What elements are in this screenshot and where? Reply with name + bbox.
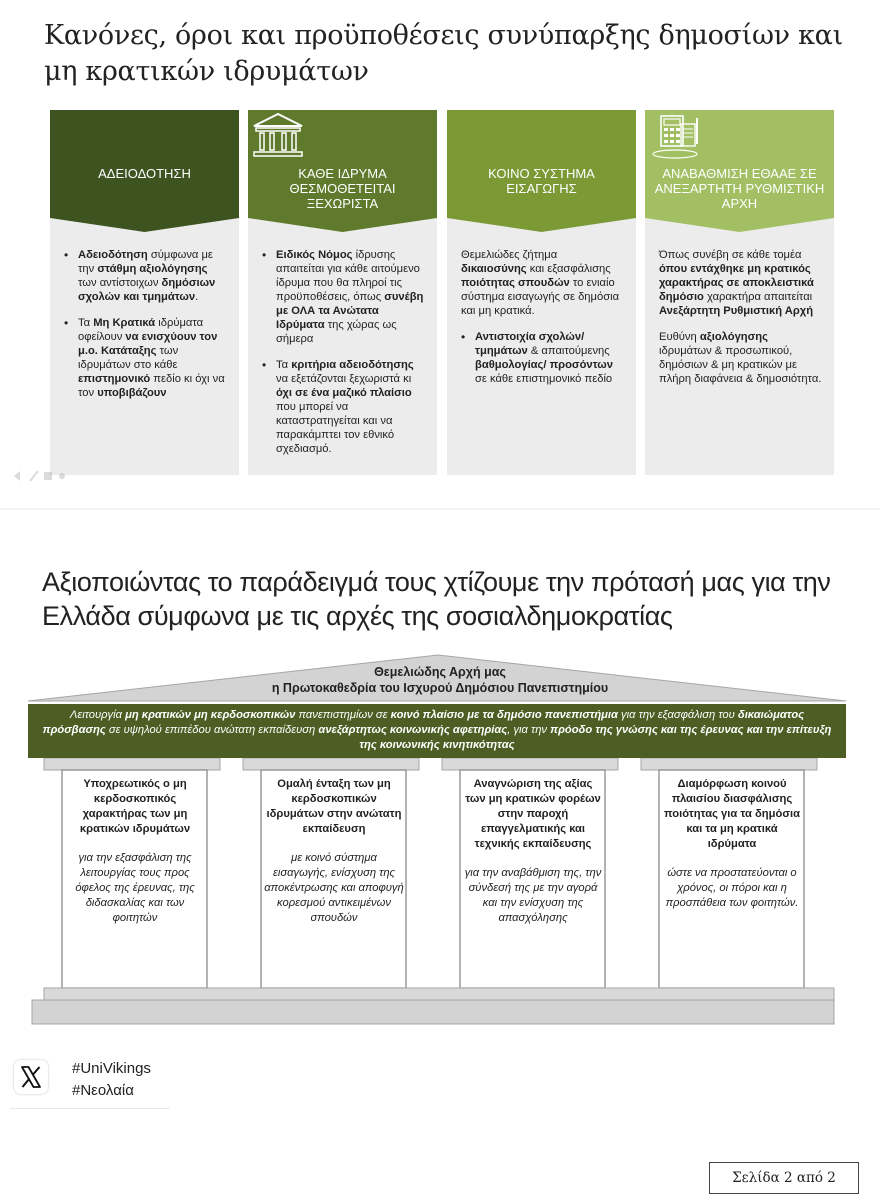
text-run: ιδρυμάτων & προσωπικού, δημόσιων & μη κρατικών με πλήρη διαφάνεια & δημοσιότητα.	[659, 345, 822, 385]
text-run: να εξετάζονται ξεχωριστά κι	[276, 373, 412, 385]
bold-text-run: ποιότητας σπουδών	[461, 277, 570, 289]
hashtag-univikings[interactable]: #UniVikings	[72, 1060, 151, 1077]
bold-text-run: να ενισχύουν τον μ.ο. Κατάταξης	[78, 331, 218, 357]
bold-text-run: όχι σε ένα μαζικό πλαίσιο	[276, 387, 412, 399]
column-title: ΚΟΙΝΟ ΣΥΣΤΗΜΑ ΕΙΣΑΓΩΓΗΣ	[488, 166, 595, 196]
text-run: Λειτουργία	[69, 709, 126, 721]
text-run: σύμφωνα με την	[78, 249, 213, 275]
pillar-title: Αναγνώριση της αξίας των μη κρατικών φορέων στην παροχή επαγγελματικής και τεχνικής εκπαίδευσης	[465, 778, 601, 850]
pillar-2	[263, 777, 405, 926]
bold-text-run: Ανεξάρτητη Ρυθμιστική Αρχή	[659, 305, 814, 317]
text-run: .	[195, 291, 199, 303]
pillar-1	[64, 777, 206, 926]
bold-text-run: Μη Κρατικά	[93, 317, 156, 329]
text-run: που μπορεί να καταστρατηγείται και να παρακάμπτει τον εθνικό σχεδιασμό.	[276, 401, 395, 455]
bold-text-run: Αδειοδότηση	[78, 249, 148, 261]
pillar-description: για την εξασφάλιση της λειτουργίας τους προς όφελος της έρευνας, της διδασκαλίας και των φοιτητών	[75, 852, 195, 924]
page-number-box: Σελίδα 2 από 2	[709, 1162, 859, 1194]
bold-text-run: συνέβη με ΟΛΑ τα Ανώτατα Ιδρύματα	[276, 291, 424, 331]
text-run: , για την	[507, 724, 551, 736]
pillar-description: ώστε να προστατεύονται ο χρόνος, οι πόροι και η προσπάθεια των φοιτητών.	[665, 867, 799, 909]
bold-text-run: όπου εντάχθηκε μη κρατικός χαρακτήρας σε αποκλειστικά δημόσιο	[659, 263, 814, 303]
slide1-title: Κανόνες, όροι και προϋποθέσεις συνύπαρξης δημοσίων και μη κρατικών ιδρυμάτων	[44, 20, 843, 87]
pillar-title: Υποχρεωτικός ο μη κερδοσκοπικός χαρακτήρας των μη κρατικών ιδρυμάτων	[79, 778, 191, 835]
x-logo-icon[interactable]	[14, 1060, 48, 1094]
pillar-title: Διαμόρφωση κοινού πλαισίου διασφάλισης ποιότητας για τα δημόσια και τα μη κρατικά ιδρύματα	[664, 778, 800, 850]
bold-text-run: δημόσιων σχολών και τμημάτων	[78, 277, 216, 303]
bold-text-run: Ειδικός Νόμος	[276, 249, 353, 261]
text-run: και εξασφάλισης	[526, 263, 611, 275]
text-run: των ιδρυμάτων στο κάθε	[78, 345, 179, 371]
bold-text-run: μη κρατικών μη κερδοσκοπικών	[125, 709, 296, 721]
bold-text-run: επιστημονικό	[78, 373, 151, 385]
bold-text-run: δικαιοσύνης	[461, 263, 527, 275]
text-run: Τα	[276, 359, 292, 371]
bold-text-run: κοινό πλαίσιο με τα δημόσιο πανεπιστήμια	[390, 709, 618, 721]
principle-banner	[28, 704, 846, 758]
pillar-title: Ομαλή ένταξη των μη κερδοσκοπικών ιδρυμάτων στην ανώτατη εκπαίδευση	[266, 778, 402, 835]
bold-text-run: βαθμολογίας/ προσόντων	[475, 359, 613, 371]
bold-text-run: κριτήρια αδειοδότησης	[291, 359, 414, 371]
bold-text-run: υποβιβάζουν	[97, 387, 167, 399]
bold-text-run: αξιολόγησης	[699, 331, 768, 343]
column-title: ΑΔΕΙΟΔΟΤΗΣΗ	[98, 166, 191, 181]
bold-text-run: δικαιώματος πρόσβασης	[42, 709, 805, 736]
pillar-capitals	[44, 758, 817, 770]
footer-divider	[10, 1108, 170, 1109]
text-run: της χώρας ως σήμερα	[276, 319, 397, 345]
text-run: σε υψηλού επιπέδου ανώτατη εκπαίδευση	[105, 724, 319, 736]
bold-text-run: Αντιστοιχία σχολών/τμημάτων	[475, 331, 585, 357]
column-title: ΑΝΑΒΑΘΜΙΣΗ ΕΘΑΑΕ ΣΕ ΑΝΕΞΑΡΤΗΤΗ ΡΥΘΜΙΣΤΙΚΗ ΑΡΧΗ	[654, 166, 825, 211]
hashtags	[72, 1058, 151, 1102]
slide2-title: Αξιοποιώντας το παράδειγμά τους χτίζουμε την πρότασή μας για την Ελλάδα σύμφωνα με τις αρχές της σοσιαλδημοκρατίας	[42, 567, 831, 631]
text-run: & απαιτούμενης	[527, 345, 610, 357]
hashtag-neolaia[interactable]: #Νεολαία	[72, 1082, 134, 1099]
text-run: Τα	[78, 317, 94, 329]
pillar-4	[661, 777, 803, 911]
text-run: για την εξασφάλιση του	[617, 709, 738, 721]
text-run: ίδρυσης απαιτείται για κάθε αιτούμενο ίδρυμα που θα πληροί τις προϋποθέσεις, όπως	[276, 249, 420, 303]
text-run: πεδίο κι όχι να τον	[78, 373, 225, 399]
bold-text-run: στάθμη αξιολόγησης	[97, 263, 208, 275]
pillar-description: με κοινό σύστημα εισαγωγής, ενίσχυση της αποκέντρωσης και αποφυγή κορεσμού αντικειμένων σπουδών	[264, 852, 404, 924]
text-run: σε κάθε επιστημονικό πεδίο	[475, 373, 613, 385]
column-title: ΚΑΘΕ ΙΔΡΥΜΑ ΘΕΣΜΟΘΕΤΕΙΤΑΙ ΞΕΧΩΡΙΣΤΑ	[289, 166, 396, 211]
bold-text-run: πρόοδο της γνώσης και της έρευνας και την επίτευξη της κοινωνικής κινητικότητας	[359, 724, 832, 751]
bold-text-run: ανεξάρτητως κοινωνικής αφετηρίας	[318, 724, 508, 736]
roof-line-2: η Πρωτοκαθεδρία του Ισχυρού Δημόσιου Πανεπιστημίου	[271, 681, 609, 695]
text-run: Θεμελιώδες ζήτημα	[461, 249, 558, 261]
text-run: χαρακτήρα απαιτείται	[703, 291, 813, 303]
text-run: το ενιαίο σύστημα εισαγωγής σε δημόσια και μη κρατικά.	[461, 277, 620, 317]
text-run: Όπως συνέβη σε κάθε τομέα	[659, 249, 802, 261]
text-run: Ευθύνη	[659, 331, 700, 343]
roof-line-1: Θεμελιώδης Αρχή μας	[374, 665, 506, 679]
text-run: των αντίστοιχων	[78, 277, 162, 289]
text-run: πανεπιστημίων σε	[295, 709, 391, 721]
text-run: ιδρύματα οφείλουν	[78, 317, 204, 343]
pillar-description: για την αναβάθμιση της, την σύνδεσή της με την αγορά και την ενίσχυση της απασχόλησης	[464, 867, 602, 924]
pillar-3	[462, 777, 604, 926]
